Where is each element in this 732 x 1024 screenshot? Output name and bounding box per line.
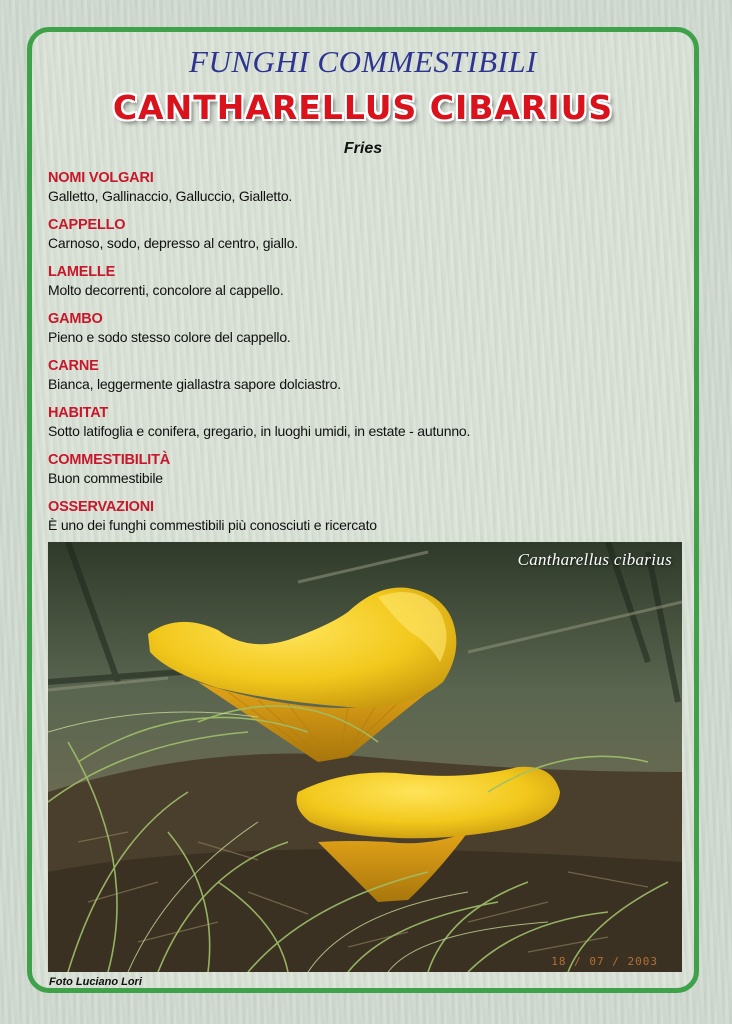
section-osservazioni bbox=[48, 498, 688, 545]
section-text: Galletto, Gallinaccio, Galluccio, Gialletto. bbox=[48, 188, 293, 204]
section-gambo bbox=[48, 310, 688, 357]
section-text: Pieno e sodo stesso colore del cappello. bbox=[48, 329, 291, 345]
section-habitat bbox=[48, 404, 688, 451]
section-title: NOMI VOLGARI bbox=[48, 170, 154, 186]
species-card bbox=[27, 27, 699, 993]
section-cappello bbox=[48, 216, 688, 263]
photo-caption: Cantharellus cibarius bbox=[517, 550, 672, 569]
section-carne bbox=[48, 357, 688, 404]
section-text: Carnoso, sodo, depresso al centro, giallo. bbox=[48, 235, 298, 251]
section-title: GAMBO bbox=[48, 311, 103, 327]
section-title: LAMELLE bbox=[48, 264, 116, 280]
section-commestibilita bbox=[48, 451, 688, 498]
description-sections bbox=[48, 169, 688, 545]
species-author: Fries bbox=[343, 140, 383, 157]
section-text: È uno dei funghi commestibili più conosciuti e ricercato bbox=[48, 517, 377, 533]
section-title: CARNE bbox=[48, 358, 99, 374]
species-name: CANTHARELLUS CIBARIUS bbox=[112, 88, 614, 127]
section-text: Sotto latifoglia e conifera, gregario, in luoghi umidi, in estate - autunno. bbox=[48, 423, 471, 439]
section-title: OSSERVAZIONI bbox=[48, 499, 154, 515]
photo-credit: Foto Luciano Lori bbox=[49, 976, 142, 988]
category-title: FUNGHI COMMESTIBILI bbox=[189, 44, 537, 79]
photo-date-stamp: 18 / 07 / 2003 bbox=[551, 955, 658, 968]
section-title: COMMESTIBILITÀ bbox=[48, 452, 171, 468]
section-title: CAPPELLO bbox=[48, 217, 126, 233]
section-title: HABITAT bbox=[48, 405, 109, 421]
section-text: Bianca, leggermente giallastra sapore dolciastro. bbox=[48, 376, 341, 392]
mushroom-photo bbox=[48, 542, 682, 972]
mushroom-illustration bbox=[48, 542, 682, 972]
section-text: Molto decorrenti, concolore al cappello. bbox=[48, 282, 284, 298]
section-nomi-volgari bbox=[48, 169, 688, 216]
section-lamelle bbox=[48, 263, 688, 310]
section-text: Buon commestibile bbox=[48, 470, 163, 486]
